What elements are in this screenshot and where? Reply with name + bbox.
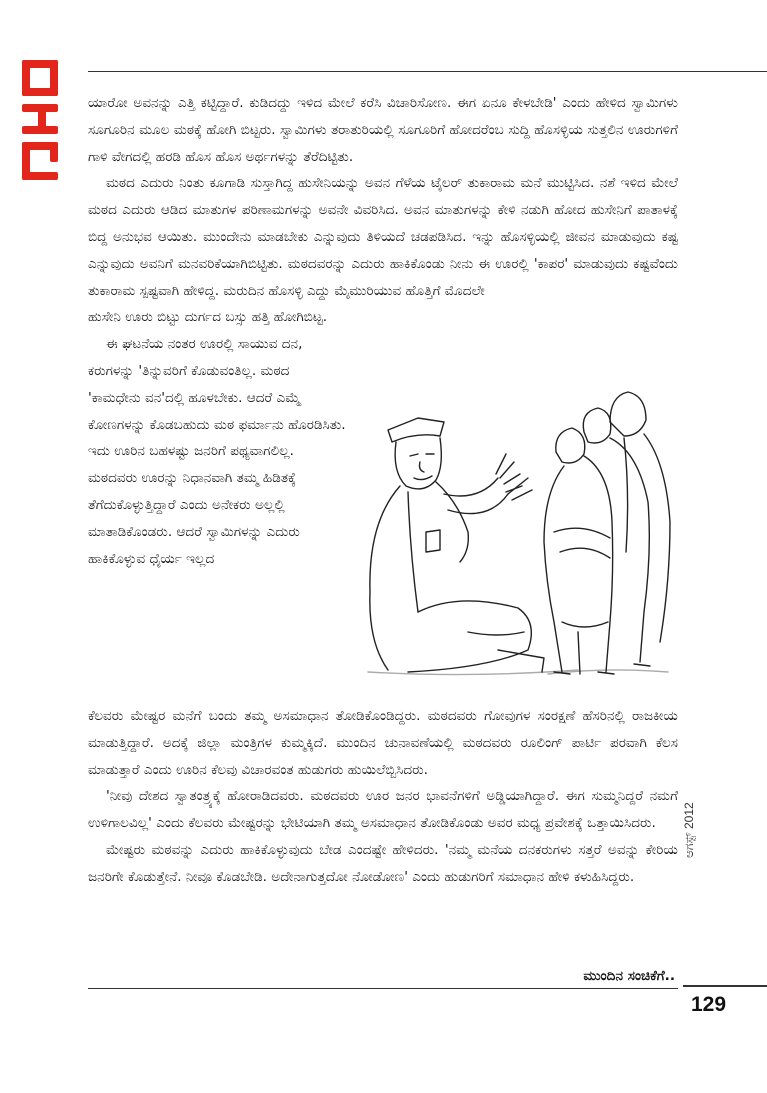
paragraph-2: ಮಠದ ಎದುರು ನಿಂತು ಕೂಗಾಡಿ ಸುಸ್ತಾಗಿದ್ದ ಹುಸೇನಿಯನ್ನು ಅವನ ಗೆಳೆಯ ಟೈಲರ್ ತುಕಾರಾಮ ಮನೆ ಮುಟ್ಟಿಸಿದ. ನಶೆ ಇಳಿದ ಮೇಲೆ ಮಠದ ಎದುರು ಆಡಿದ ಮಾತುಗಳ ಪರಿಣಾಮಗಳನ್ನು ಅವನೇ ವಿವರಿಸಿದ. ಅವನ ಮಾತುಗಳನ್ನು ಕೇಳಿ ನಡುಗಿ ಹೋದ ಹುಸೇನಿಗೆ ಪಾತಾಳಕ್ಕೆ ಬಿದ್ದ ಅನುಭವ ಆಯಿತು. ಮುಂದೇನು ಮಾಡಬೇಕು ಎನ್ನುವುದು ತಿಳಿಯದೆ ಚಡಪಡಿಸಿದ. ಇನ್ನು ಹೊಸಳ್ಳಿಯಲ್ಲಿ ಜೀವನ ಮಾಡುವುದು ಕಷ್ಟ ಎನ್ನುವುದು ಅವನಿಗೆ ಮನವರಿಕೆಯಾಗಿಬಿಟ್ಟಿತು. ಮಠದವರನ್ನು ಎದುರು ಹಾಕಿಕೊಂಡು ನೀನು ಈ ಊರಲ್ಲಿ 'ಕಾಪರ' ಮಾಡುವುದು ಕಷ್ಟವೆಂದು ತುಕಾರಾಮ ಸ್ಪಷ್ಟವಾಗಿ ಹೇಳಿದ್ದ. ಮರುದಿನ ಹೊಸಳ್ಳಿ ಎದ್ದು ಮೈಮುರಿಯುವ ಹೊತ್ತಿಗೆ ಮೊದಲೇ xyxy=(88,175,678,299)
paragraph-1: ಯಾರೋ ಅವನನ್ನು ಎತ್ತಿ ಕಟ್ಟಿದ್ದಾರೆ. ಕುಡಿದದ್ದು ಇಳಿದ ಮೇಲೆ ಕರೆಸಿ ವಿಚಾರಿಸೋಣ. ಈಗ ಏನೂ ಕೇಳಬೇಡಿ' ಎಂದು ಹೇಳಿದ ಸ್ವಾಮಿಗಳು ಸೂಗೂರಿನ ಮೂಲ ಮಠಕ್ಕೆ ಹೋಗಿ ಬಿಟ್ಟರು. ಸ್ವಾಮಿಗಳು ತರಾತುರಿಯಲ್ಲಿ ಸೂಗೂರಿಗೆ ಹೋದರೆಂಬ ಸುದ್ದಿ ಹೊಸಳ್ಳಿಯ ಸುತ್ತಲಿನ ಊರುಗಳಿಗೆ ಗಾಳಿ ವೇಗದಲ್ಲಿ ಹರಡಿ ಹೊಸ ಹೊಸ ಅರ್ಥಗಳನ್ನು ತೆರೆದಿಟ್ಟಿತು. xyxy=(88,95,678,165)
side-rule xyxy=(683,985,767,987)
magazine-logo xyxy=(18,56,62,186)
bottom-rule xyxy=(88,988,678,989)
issue-date xyxy=(676,800,702,860)
paragraph-5: ಮೇಷ್ಟರು ಮಠವನ್ನು ಎದುರು ಹಾಕಿಕೊಳ್ಳುವುದು ಬೇಡ ಎಂದಷ್ಟೇ ಹೇಳಿದರು. 'ನಮ್ಮ ಮನೆಯ ದನಕರುಗಳು ಸತ್ತರೆ ಅವನ್ನು ಕೇರಿಯ ಜನರಿಗೇ ಕೊಡುತ್ತೇನೆ. ನೀವೂ ಕೊಡಬೇಡಿ. ಅದೇನಾಗುತ್ತದೋ ನೋಡೋಣ' ಎಂದು ಹುಡುಗರಿಗೆ ಸಮಾಧಾನ ಹೇಳಿ ಕಳುಹಿಸಿದ್ದರು. xyxy=(88,841,678,885)
wrapped-column xyxy=(88,304,346,572)
paragraph-4: 'ನೀವು ದೇಶದ ಸ್ವಾತಂತ್ರ್ಯಕ್ಕೆ ಹೋರಾಡಿದವರು. ಮಠದವರು ಊರ ಜನರ ಭಾವನೆಗಳಿಗೆ ಅಡ್ಡಿಯಾಗಿದ್ದಾರೆ. ಈಗ ಸುಮ್ಮನಿದ್ದರೆ ನಮಗೆ ಉಳಿಗಾಲವಿಲ್ಲ' ಎಂದು ಕೆಲವರು ಮೇಷ್ಟರನ್ನು ಭೇಟಿಯಾಗಿ ತಮ್ಮ ಅಸಮಾಧಾನ ತೋಡಿಕೊಂಡು ಅವರ ಮಧ್ಯ ಪ್ರವೇಶಕ್ಕೆ ಒತ್ತಾಯಿಸಿದರು. xyxy=(88,788,678,832)
paragraph-3-left: ಈ ಘಟನೆಯ ನಂತರ ಊರಲ್ಲಿ ಸಾಯುವ ದನ, ಕರುಗಳನ್ನು 'ತಿನ್ನುವರಿಗೆ ಕೊಡುವಂತಿಲ್ಲ. ಮಠದ 'ಕಾಮಧೇನು ವನ'ದಲ್ಲಿ ಹೂಳಬೇಕು. ಆದರೆ ಎಮ್ಮೆ ಕೋಣಗಳನ್ನು ಕೊಡಬಹುದು ಮಠ ಫರ್ಮಾನು ಹೊರಡಿಸಿತು. ಇದು ಊರಿನ ಬಹಳಷ್ಟು ಜನರಿಗೆ ಪಥ್ಯವಾಗಲಿಲ್ಲ. ಮಠದವರು ಊರನ್ನು ನಿಧಾನವಾಗಿ ತಮ್ಮ ಹಿಡಿತಕ್ಕೆ ತೆಗೆದುಕೊಳ್ಳುತ್ತಿದ್ದಾರೆ ಎಂದು ಅನೇಕರು ಅಲ್ಲಲ್ಲಿ ಮಾತಾಡಿಕೊಂಡರು. ಆದರೆ ಸ್ವಾಮಿಗಳನ್ನು ಎದುರು ಹಾಕಿಕೊಳ್ಳುವ ಧೈರ್ಯ ಇಲ್ಲದ xyxy=(88,336,346,567)
continued-note: ಮುಂದಿನ ಸಂಚಿಕೆಗೆ.. xyxy=(583,968,675,984)
paragraph-2-tail: ಹುಸೇನಿ ಊರು ಬಿಟ್ಟು ದುರ್ಗದ ಬಸ್ಸು ಹತ್ತಿ ಹೋಗಿಬಿಟ್ಟ. xyxy=(88,309,328,326)
story-illustration xyxy=(348,382,678,685)
issue-year: 2012 xyxy=(682,801,696,829)
issue-month: ಆಗಸ್ಟ್ xyxy=(682,832,696,859)
top-rule xyxy=(88,71,767,72)
article-continuation xyxy=(88,703,678,891)
page-number: 129 xyxy=(691,993,727,1016)
paragraph-3-rest: ಕೆಲವರು ಮೇಷ್ಟರ ಮನೆಗೆ ಬಂದು ತಮ್ಮ ಅಸಮಾಧಾನ ತೋಡಿಕೊಂಡಿದ್ದರು. ಮಠದವರು ಗೋವುಗಳ ಸಂರಕ್ಷಣೆ ಹೆಸರಿನಲ್ಲಿ ರಾಜಕೀಯ ಮಾಡುತ್ತಿದ್ದಾರೆ. ಅದಕ್ಕೆ ಜಿಲ್ಲಾ ಮಂತ್ರಿಗಳ ಕುಮ್ಮಕ್ಕಿದೆ. ಮುಂದಿನ ಚುನಾವಣೆಯಲ್ಲಿ ಮಠದವರು ರೂಲಿಂಗ್ ಪಾರ್ಟಿ ಪರವಾಗಿ ಕೆಲಸ ಮಾಡುತ್ತಾರೆ ಎಂದು ಊರಿನ ಕೆಲವು ವಿಚಾರವಂತ ಹುಡುಗರು ಹುಯಿಲೆಬ್ಬಿಸಿದರು. xyxy=(88,708,678,778)
